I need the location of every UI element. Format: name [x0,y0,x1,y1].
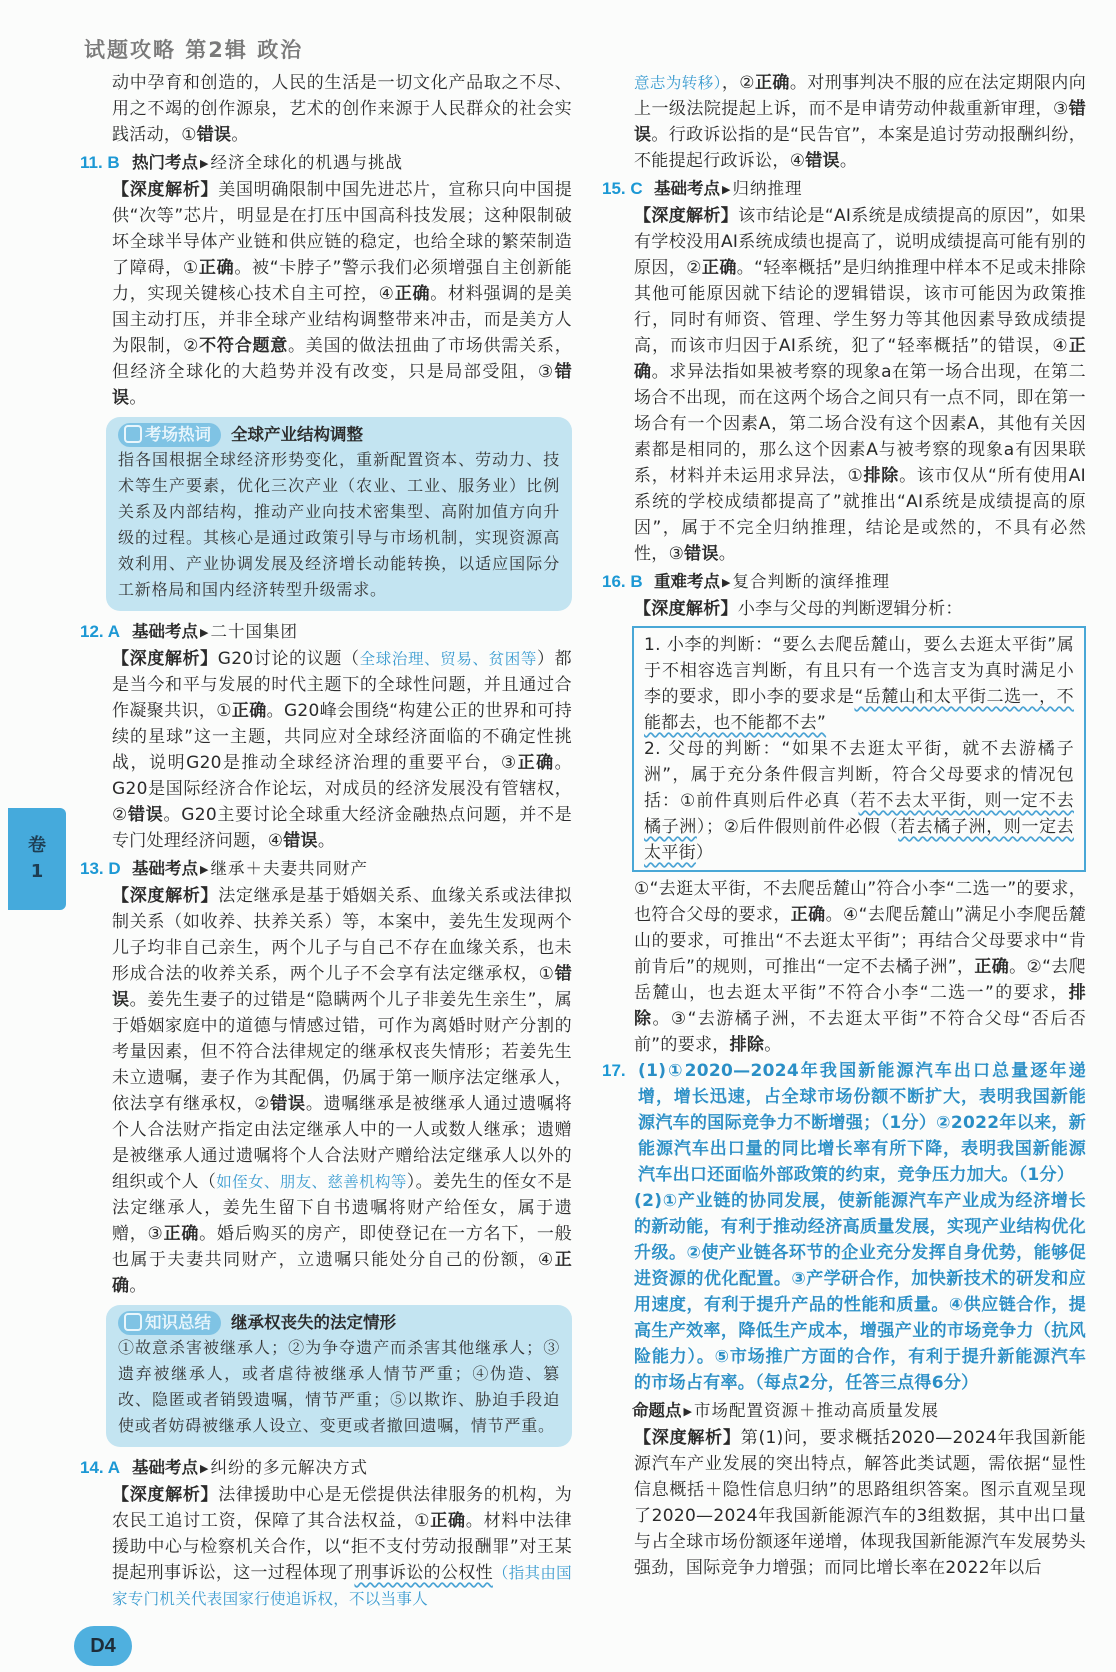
bold-verdict: 【深度解析】 [112,649,218,669]
box-text: 指各国根据全球经济形势变化，重新配置资本、劳动力、技术等生产要素，优化三次产业（农业、工业、服务业）比例关系及内部结构，推动产业向技术密集型、高附加值方向升级的过程。其核心是通过政策引导与市场机制，实现资源高效利用、产业协调发展及经济增长动能转换，以适应国际分工新格局和国内经济转型升级需求。 [118,450,560,599]
bold-verdict: 错误 [283,831,318,851]
volume-side-tab [8,808,66,910]
question-17-answer [602,1058,1086,1188]
question-type: 基础考点 [132,859,198,878]
bold-verdict: 【深度解析】 [112,886,219,906]
left-column [80,70,572,1666]
bold-verdict: 正确 [634,336,1086,382]
text-segment: 。④“去爬岳麓山”满足小李爬岳麓山的要求，可推出“不去逛太平街”；再结合父母要求中“肯前肯后”的规则，可推出“一定不去橘子洲”， [634,905,1086,977]
question-13-header [80,856,572,883]
question-type: 重难考点 [654,572,720,591]
answer-text: (2)①产业链的协同发展，使新能源汽车产业成为经济增长的新动能，有利于推动经济高质量发展，实现产业结构优化升级。②使产业链各环节的企业充分发挥自身优势，能够促进资源的优化配置。③产学研合作，加快新技术的研发和应用速度，有利于提升产品的性能和质量。④供应链合作，提高生产效率，降低生产成本，增强产业的市场竞争力（抗风险能力）。⑤市场推广方面的合作，有利于提升新能源汽车的市场占有率。（每点2分，任答三点得6分） [634,1191,1086,1393]
bold-verdict: 正确 [163,1224,200,1244]
bold-verdict: 正确 [198,258,235,278]
bold-verdict: 错误 [112,964,572,1010]
triangle-icon: ▶ [722,183,731,196]
text-segment: 。G20是国际经济合作论坛，对成员的经济发展没有管辖权，② [112,753,572,825]
bold-verdict: 排除 [634,983,1086,1029]
question-number: 15. C [602,179,643,198]
text-segment: 。被“卡脖子”警示我们必须增强自主创新能力，实现关键核心技术自主可控，④ [112,258,572,304]
bold-verdict: 错误 [196,125,232,145]
text-segment: 。G20峰会围绕“构建公正的世界和可持续的星球”这一主题，共同应对全球经济面临的不确定性挑战，说明G20是推动全球经济治理的重要平台，③ [112,701,572,773]
question-17-answer-part1 [638,1058,1086,1188]
bold-verdict: 【深度解析】 [112,180,219,200]
tag-label: 知识总结 [145,1313,211,1332]
annotation-text: 如侄女、朋友、慈善机构等 [216,1173,407,1191]
text-segment: 。姜先生妻子的过错是“隐瞒两个儿子非姜先生亲生”，属于婚姻家庭中的道德与情感过错，可作为离婚时财产分割的考量因素，但不符合法律规定的继承权丧失情形；若姜先生未立遗嘱，妻子作为其配偶，仍属于第一顺序法定继承人，依法享有继承权，② [112,990,572,1114]
question-type: 基础考点 [654,179,720,198]
right-continuation-paragraph [634,70,1086,174]
question-number: 17. [602,1061,626,1080]
text-segment: ①“去逛太平街，不去爬岳麓山”符合小李“二选一”的要求，也符合父母的要求， [634,879,1086,925]
bold-verdict: 【深度解析】 [634,1428,741,1448]
left-continuation-paragraph [112,70,572,148]
triangle-icon: ▶ [200,157,209,170]
annotation-text: 意志为转移） [634,74,722,92]
text-segment: 。 [129,1276,147,1296]
text-segment: G20讨论的议题（ [217,649,360,669]
question-17-analysis [634,1425,1086,1581]
question-15-analysis [634,203,1086,567]
text-segment: 。求异法指如果被考察的现象a在第一场合出现，在第二场合不出现，而在这两个场合之间只有一点不同，即在第一场合有一个因素A，第二场合没有这个因素A，其他有关因素都是相同的，那么这个因素A与被考察的现象a有因果联系，材料并未运用求异法，① [634,362,1086,486]
bold-verdict: 错误 [112,362,572,408]
text-segment: 。对刑事判决不服的应在法定期限内向上一级法院提起上诉，而不是申请劳动仲裁重新审理，③ [634,73,1087,119]
underlined-text: 刑事诉讼的公权性 [354,1563,493,1583]
question-topic: 复合判断的演绎推理 [732,572,890,591]
bold-verdict: 正确 [231,701,267,721]
text-segment: 动中孕育和创造的，人民的生活是一切文化产品取之不尽、用之不竭的创作源泉，艺术的创作来源于人民群众的社会实践活动，① [112,73,572,145]
question-number: 12. A [80,622,121,641]
question-number: 11. B [80,153,120,172]
triangle-icon: ▶ [200,626,209,639]
underlined-text: 若不去太平街，则一定不去橘子洲 [644,791,1074,837]
note-icon [124,1313,142,1331]
text-segment: ） [695,843,714,863]
bold-verdict: 正确 [974,957,1010,977]
bold-verdict: 正确 [517,753,555,773]
question-topic: 二十国集团 [210,622,298,641]
text-segment: 。该市仅从“所有使用AI系统的学校成绩都提高了”就推出“AI系统是成绩提高的原因”，属于不完全归纳推理，结论是或然的，不具有必然性，③ [634,466,1086,564]
question-topic: 归纳推理 [732,179,803,198]
text-segment: 。 [317,831,336,851]
question-13-analysis [112,883,572,1299]
bold-verdict: 不符合题意 [199,336,289,356]
text-segment: 第(1)问，要求概括2020—2024年我国新能源汽车产业发展的突出特点，解答此类试题，需依据“显性信息概括＋隐性信息归纳”的思路组织答案。图示直观呈现了2020—2024年我国新能源汽车的3组数据，其中出口量与占全球市场份额逐年递增，体现我国新能源汽车发展势头强劲，国际竞争力增强；而同比增长率在2022年以后 [634,1428,1086,1578]
box-title: 全球产业结构调整 [231,425,363,444]
text-segment: 。婚后购买的房产，即使登记在一方名下，一般也属于夫妻共同财产，立遗嘱只能处分自己的份额，④ [112,1224,572,1270]
question-number: 16. B [602,572,643,591]
triangle-icon: ▶ [200,863,209,876]
question-14-analysis [112,1482,572,1612]
proposition-point [632,1398,1086,1425]
text-segment: 2. 父母的判断：“如果不去逛太平街，就不去游橘子洲”，属于充分条件假言判断，符合父母要求的情况包括：①前件真则后件必真（ [644,739,1074,811]
bold-verdict: 正确 [430,1511,466,1531]
text-segment: 1. 小李的判断：“要么去爬岳麓山，要么去逛太平街”属于不相容选言判断，有且只有一个选言支为真时满足小李的要求，即小李的要求是 [644,635,1074,707]
question-type: 基础考点 [132,1458,198,1477]
bold-verdict: 错误 [634,99,1086,145]
question-topic: 纠纷的多元解决方式 [210,1458,368,1477]
question-14-header [80,1455,572,1482]
question-16-analysis [634,876,1086,1058]
tag-label: 考场热词 [145,425,211,444]
bold-verdict: 错误 [684,544,719,564]
question-type: 热门考点 [132,153,198,172]
bold-verdict: 错误 [805,151,840,171]
note-icon [124,425,142,443]
bold-verdict: 【深度解析】 [634,599,738,619]
question-11-header [80,150,572,177]
question-16-intro [634,596,1086,622]
text-segment: 。 [129,388,147,408]
bold-verdict: 错误 [270,1094,306,1114]
question-topic: 经济全球化的机遇与挑战 [210,153,403,172]
question-12-analysis [112,646,572,854]
logic-analysis-box [632,626,1086,872]
annotation-text: 全球治理、贸易、贫困等 [359,650,538,668]
bold-verdict: 正确 [790,905,826,925]
question-number: 13. D [80,859,121,878]
question-number: 14. A [80,1458,121,1477]
answer-text: (1)①2020—2024年我国新能源汽车出口总量逐年递增，增长迅速，占全球市场份额不断扩大，表明我国新能源汽车的国际竞争力不断增强；（1分）②2022年以来，新能源汽车出口量的同比增长率有所下降，表明我国新能源汽车出口还面临外部政策的约束，竞争压力加大。（1分） [638,1061,1086,1185]
text-segment: 。材料强调的是美国主动打压，并非全球产业结构调整带来冲击，而是美方人为限制，② [112,284,572,356]
question-topic: 继承＋夫妻共同财产 [210,859,368,878]
text-segment: 。G20主要讨论全球重大经济金融热点问题，并不是专门处理经济问题，④ [112,805,572,851]
question-12-header [80,619,572,646]
triangle-icon: ▶ [722,576,731,589]
bold-verdict: 正确 [754,73,790,93]
underlined-text: “岳麓山和太平街二选一，不能都去，也不能都不去” [644,687,1074,733]
text-segment: ）都是当今和平与发展的时代主题下的全球性问题，并且通过合作凝聚共识，① [112,649,572,721]
text-segment: 。 [718,544,737,564]
knowledge-summary-box [106,1305,572,1447]
text-segment: 该市结论是“AI系统是成绩提高的原因”，如果有学校没用AI系统成绩也提高了，说明成绩提高可能有别的原因，② [634,206,1086,278]
bold-verdict: 【深度解析】 [112,1485,219,1505]
xiaoli-judgment [644,632,1074,736]
page-number: D4 [74,1626,132,1666]
text-segment: 。 [764,1035,782,1055]
annotation-text: （指其由国家专门机关代表国家行使追诉权，不以当事人 [112,1564,572,1608]
proposition-label: 命题点 [632,1401,682,1420]
bold-verdict: 正确 [112,1250,572,1296]
question-type: 基础考点 [132,622,198,641]
text-segment: 法定继承是基于婚姻关系、血缘关系或法律拟制关系（如收养、扶养关系）等，本案中，姜先生发现两个儿子均非自己亲生，两个儿子与自己不存在血缘关系，也未形成合法的收养关系，两个儿子不会享有法定继承权，① [112,886,572,984]
question-17-answer-part2 [634,1188,1086,1396]
hot-term-box [106,417,572,611]
box-title: 继承权丧失的法定情形 [231,1313,396,1332]
underlined-text: 若去橘子洲，则一定去太平街 [644,817,1074,863]
text-segment: ）；②后件假则前件必假（ [696,817,899,837]
question-16-header [602,569,1086,596]
right-column [602,70,1086,1581]
text-segment: 小李与父母的判断逻辑分析： [737,599,963,619]
text-segment: 。 [231,125,249,145]
side-tab-number: 1 [30,861,44,882]
box-text: ①故意杀害被继承人；②为争夺遗产而杀害其他继承人；③遗弃被继承人，或者虐待被继承人情节严重；④伪造、篡改、隐匿或者销毁遗嘱，情节严重；⑤以欺诈、胁迫手段迫使或者妨碍被继承人设立、变更或者撤回遗嘱，情节严重。 [118,1338,560,1435]
text-segment: 法律援助中心是无偿提供法律服务的机构，为农民工追讨工资，保障了其合法权益，① [112,1485,572,1531]
question-11-analysis [112,177,572,411]
triangle-icon: ▶ [683,1405,692,1418]
text-segment: 。行政诉讼指的是“民告官”，本案是追讨劳动报酬纠纷，不能提起行政诉讼，④ [634,125,1086,171]
bold-verdict: 正确 [701,258,737,278]
bold-verdict: 正确 [394,284,431,304]
bold-verdict: 排除 [729,1035,765,1055]
parents-judgment [644,736,1074,866]
triangle-icon: ▶ [200,1462,209,1475]
running-header: 试题攻略 第2辑 政治 [84,38,304,62]
proposition-topic: 市场配置资源＋推动高质量发展 [693,1401,939,1420]
text-segment: 。③“去游橘子洲，不去逛太平街”不符合父母“否后否前”的要求， [634,1009,1086,1055]
text-segment: ）。姜先生的侄女不是法定继承人，姜先生留下自书遗嘱将财产给侄女，属于遗赠，③ [112,1172,572,1244]
text-segment: 。“轻率概括”是归纳推理中样本不足或未排除其他可能原因就下结论的逻辑错误，该市可能因为政策推行，同时有师资、管理、学生努力等其他因素导致成绩提高，而该市归因于AI系统，犯了“轻率概括”的错误，④ [634,258,1086,356]
text-segment: 美国明确限制中国先进芯片，宣称只向中国提供“次等”芯片，明显是在打压中国高科技发展；这种限制破坏全球半导体产业链和供应链的稳定，也给全球的繁荣制造了障碍，① [112,180,572,278]
bold-verdict: 【深度解析】 [634,206,739,226]
bold-verdict: 排除 [863,466,900,486]
text-segment: 。材料中法律援助中心与检察机关合作，以“拒不支付劳动报酬罪”对王某提起刑事诉讼，这一过程体现了 [112,1511,572,1583]
text-segment: 。 [839,151,858,171]
text-segment: ，② [721,73,755,93]
bold-verdict: 错误 [128,805,164,825]
hot-term-tag [118,423,221,447]
question-15-header [602,176,1086,203]
text-segment: 。②“去爬岳麓山，也去逛太平街”不符合小李“二选一”的要求， [634,957,1086,1003]
text-segment: 。遗嘱继承是被继承人通过遗嘱将个人合法财产指定由法定继承人中的一人或数人继承；遗赠是被继承人通过遗嘱将个人合法财产赠给法定继承人以外的组织或个人（ [112,1094,572,1192]
side-tab-label: 卷 [28,835,46,856]
text-segment: 。美国的做法扭曲了市场供需关系，但经济全球化的大趋势并没有改变，只是局部受阻，③ [112,336,572,382]
knowledge-summary-tag [118,1311,221,1335]
